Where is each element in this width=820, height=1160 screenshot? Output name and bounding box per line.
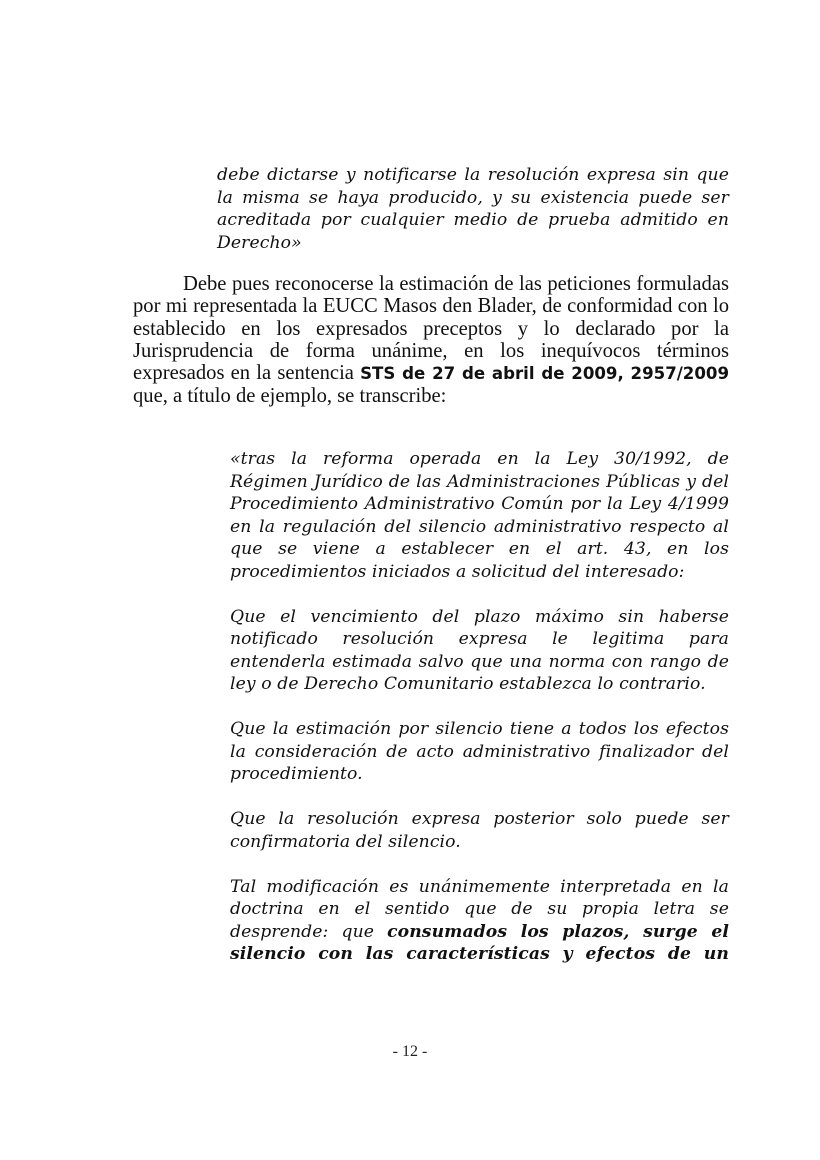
body-paragraph-text-end: que, a título de ejemplo, se transcribe: [133,385,447,408]
body-paragraph [133,273,729,408]
quote-continuation [217,164,729,254]
page-number: - 12 - [392,1043,428,1060]
quote-paragraph: «tras la reforma operada en la Ley 30/1992, de Régimen Jurídico de las Administraciones Públicas y del Procedimiento Administrativo Común por la Ley 4/1999 en la regulación del silencio administrativo respecto al que se viene a establecer en el art. 43, en los procedimientos iniciados a solicitud del interesado: [230,449,729,582]
quote-continuation-text: debe dictarse y notificarse la resolución expresa sin que la misma se haya producido, y su existencia puede ser acreditada por cualquier medio de prueba admitido en Derecho» [217,165,729,253]
quote-paragraph-text: Tal modificación es unánimemente interpretada en la doctrina en el sentido que de su propia letra se desprende: que [230,876,729,942]
case-citation: STS de 27 de abril de 2009, 2957/2009 [360,364,729,384]
transcribed-quote [230,448,729,966]
quote-paragraph: Que la resolución expresa posterior solo puede ser confirmatoria del silencio. [230,809,729,852]
quote-paragraph: Que la estimación por silencio tiene a todos los efectos la consideración de acto administrativo finalizador del procedimiento. [230,719,729,784]
quote-paragraph-last [230,876,729,966]
body-paragraph-text: Debe pues reconocerse la estimación de las peticiones formuladas por mi representada la EUCC Masos den Blader, de conformidad con lo establecido en los expresados preceptos y lo declarado por la Jurisprudencia de forma unánime, en los inequívocos términos expresados en la sentencia [133,273,729,385]
quote-bold-emphasis: consumados los plazos, surge el silencio con las características y efectos de un [230,921,729,964]
quote-paragraph: Que el vencimiento del plazo máximo sin haberse notificado resolución expresa le legitima para entenderla estimada salvo que una norma con rango de ley o de Derecho Comunitario establezca lo contrario. [230,606,729,694]
